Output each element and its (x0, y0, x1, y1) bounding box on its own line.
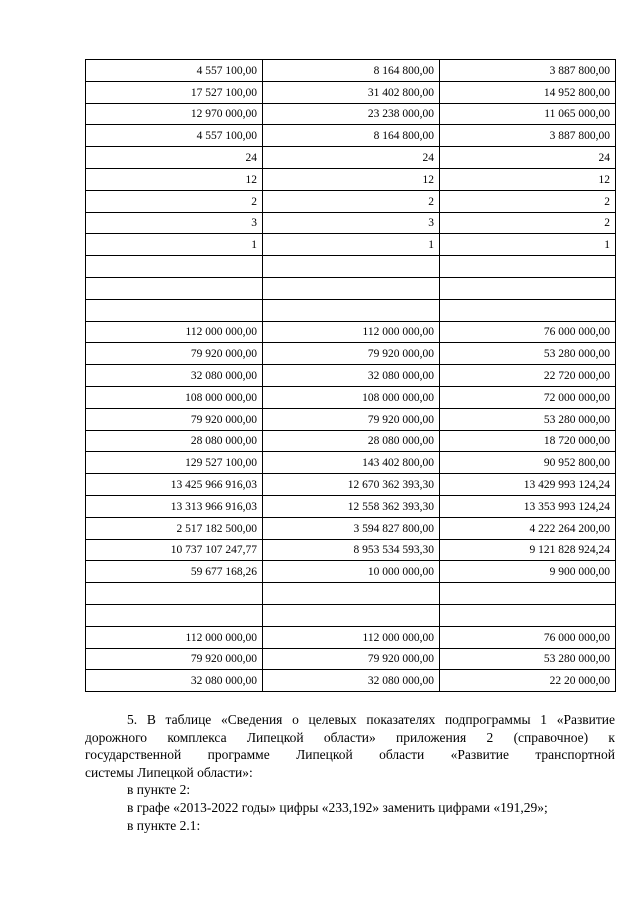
item-replace-figures: в графе «2013-2022 годы» цифры «233,192» заменить цифрами «191,29»; (127, 799, 548, 815)
table-cell: 76 000 000,00 (440, 321, 616, 343)
table-cell: 8 953 534 593,30 (263, 539, 440, 561)
table-cell: 14 952 800,00 (440, 81, 616, 103)
table-cell: 108 000 000,00 (263, 386, 440, 408)
table-row (86, 430, 616, 452)
table-cell: 79 920 000,00 (263, 648, 440, 670)
table-cell: 32 080 000,00 (86, 670, 263, 692)
table-cell (263, 256, 440, 278)
table-cell (440, 583, 616, 605)
table-row (86, 299, 616, 321)
table-cell: 24 (263, 147, 440, 169)
table-row (86, 125, 616, 147)
table-cell: 90 952 800,00 (440, 452, 616, 474)
table-cell: 3 (263, 212, 440, 234)
table-row (86, 234, 616, 256)
table-cell: 22 20 000,00 (440, 670, 616, 692)
table-cell: 3 887 800,00 (440, 60, 616, 82)
table-cell (86, 583, 263, 605)
table-row (86, 539, 616, 561)
table-cell: 3 (86, 212, 263, 234)
table-cell: 18 720 000,00 (440, 430, 616, 452)
table-cell (440, 604, 616, 626)
table-cell (86, 256, 263, 278)
table-row (86, 60, 616, 82)
table-cell: 32 080 000,00 (86, 365, 263, 387)
table-cell: 12 558 362 393,30 (263, 495, 440, 517)
item-point-2: в пункте 2: (127, 782, 191, 798)
table-cell: 143 402 800,00 (263, 452, 440, 474)
table-cell: 8 164 800,00 (263, 125, 440, 147)
table-row (86, 277, 616, 299)
table-row (86, 147, 616, 169)
table-row (86, 604, 616, 626)
table-cell: 10 737 107 247,77 (86, 539, 263, 561)
paragraph-5-line-1: 5. В таблице «Сведения о целевых показателях подпрограммы 1 «Развитие (127, 712, 615, 727)
table-row (86, 81, 616, 103)
table-cell: 72 000 000,00 (440, 386, 616, 408)
table-row (86, 343, 616, 365)
table-row (86, 168, 616, 190)
table-row (86, 386, 616, 408)
table-cell: 24 (86, 147, 263, 169)
table-cell: 59 677 168,26 (86, 561, 263, 583)
table-cell: 4 557 100,00 (86, 60, 263, 82)
table-cell: 4 557 100,00 (86, 125, 263, 147)
table-cell: 112 000 000,00 (263, 626, 440, 648)
table-cell: 53 280 000,00 (440, 343, 616, 365)
table-row (86, 190, 616, 212)
table-cell (86, 277, 263, 299)
item-point-2-1: в пункте 2.1: (127, 817, 201, 833)
table-cell: 2 (86, 190, 263, 212)
table-cell: 13 429 993 124,24 (440, 474, 616, 496)
table-row (86, 365, 616, 387)
table-row (86, 212, 616, 234)
table-cell: 9 900 000,00 (440, 561, 616, 583)
table-cell (440, 256, 616, 278)
table-cell: 28 080 000,00 (86, 430, 263, 452)
table-cell: 4 222 264 200,00 (440, 517, 616, 539)
table-cell (263, 604, 440, 626)
table-cell: 1 (86, 234, 263, 256)
table-cell: 1 (263, 234, 440, 256)
table-cell: 22 720 000,00 (440, 365, 616, 387)
table-row (86, 103, 616, 125)
paragraph-5-line-2: дорожного комплекса Липецкой области» приложения 2 (справочное) к (85, 729, 615, 745)
table-row (86, 256, 616, 278)
table-cell: 28 080 000,00 (263, 430, 440, 452)
table-cell: 8 164 800,00 (263, 60, 440, 82)
table-cell (263, 299, 440, 321)
table-row (86, 626, 616, 648)
table-cell: 79 920 000,00 (86, 343, 263, 365)
table-cell: 12 (440, 168, 616, 190)
table-row (86, 583, 616, 605)
table-cell: 2 (440, 212, 616, 234)
table-cell: 31 402 800,00 (263, 81, 440, 103)
table-cell (263, 277, 440, 299)
table-cell: 13 353 993 124,24 (440, 495, 616, 517)
table-row (86, 321, 616, 343)
table-row (86, 561, 616, 583)
table-row (86, 517, 616, 539)
table-cell: 9 121 828 924,24 (440, 539, 616, 561)
table-cell: 12 (86, 168, 263, 190)
table-cell: 13 313 966 916,03 (86, 495, 263, 517)
table-cell: 23 238 000,00 (263, 103, 440, 125)
table-cell: 24 (440, 147, 616, 169)
table-cell: 12 970 000,00 (86, 103, 263, 125)
table-cell: 79 920 000,00 (263, 343, 440, 365)
financial-table-section (85, 59, 615, 692)
table-row (86, 670, 616, 692)
table-cell: 2 (440, 190, 616, 212)
table-cell: 108 000 000,00 (86, 386, 263, 408)
table-cell: 79 920 000,00 (86, 408, 263, 430)
table-cell: 3 594 827 800,00 (263, 517, 440, 539)
table-cell: 32 080 000,00 (263, 365, 440, 387)
table-row (86, 474, 616, 496)
table-cell: 2 517 182 500,00 (86, 517, 263, 539)
table-cell: 112 000 000,00 (263, 321, 440, 343)
financial-table (85, 59, 616, 692)
table-cell: 53 280 000,00 (440, 648, 616, 670)
table-cell: 1 (440, 234, 616, 256)
table-cell (86, 604, 263, 626)
table-cell (86, 299, 263, 321)
table-row (86, 648, 616, 670)
table-cell: 3 887 800,00 (440, 125, 616, 147)
table-cell: 112 000 000,00 (86, 626, 263, 648)
financial-table-body (86, 60, 616, 692)
table-cell: 76 000 000,00 (440, 626, 616, 648)
table-cell: 2 (263, 190, 440, 212)
table-row (86, 408, 616, 430)
table-cell: 32 080 000,00 (263, 670, 440, 692)
table-cell (263, 583, 440, 605)
table-cell: 11 065 000,00 (440, 103, 616, 125)
table-cell (440, 299, 616, 321)
table-cell: 13 425 966 916,03 (86, 474, 263, 496)
table-cell: 53 280 000,00 (440, 408, 616, 430)
table-cell: 129 527 100,00 (86, 452, 263, 474)
body-text (85, 711, 615, 834)
paragraph-5-line-4: системы Липецкой области»: (85, 764, 253, 780)
table-cell: 79 920 000,00 (263, 408, 440, 430)
table-cell: 79 920 000,00 (86, 648, 263, 670)
table-cell: 10 000 000,00 (263, 561, 440, 583)
table-cell: 17 527 100,00 (86, 81, 263, 103)
table-cell (440, 277, 616, 299)
table-cell: 12 (263, 168, 440, 190)
table-row (86, 495, 616, 517)
table-cell: 112 000 000,00 (86, 321, 263, 343)
table-row (86, 452, 616, 474)
paragraph-5-line-3: государственной программе Липецкой области «Развитие транспортной (85, 747, 615, 763)
table-cell: 12 670 362 393,30 (263, 474, 440, 496)
